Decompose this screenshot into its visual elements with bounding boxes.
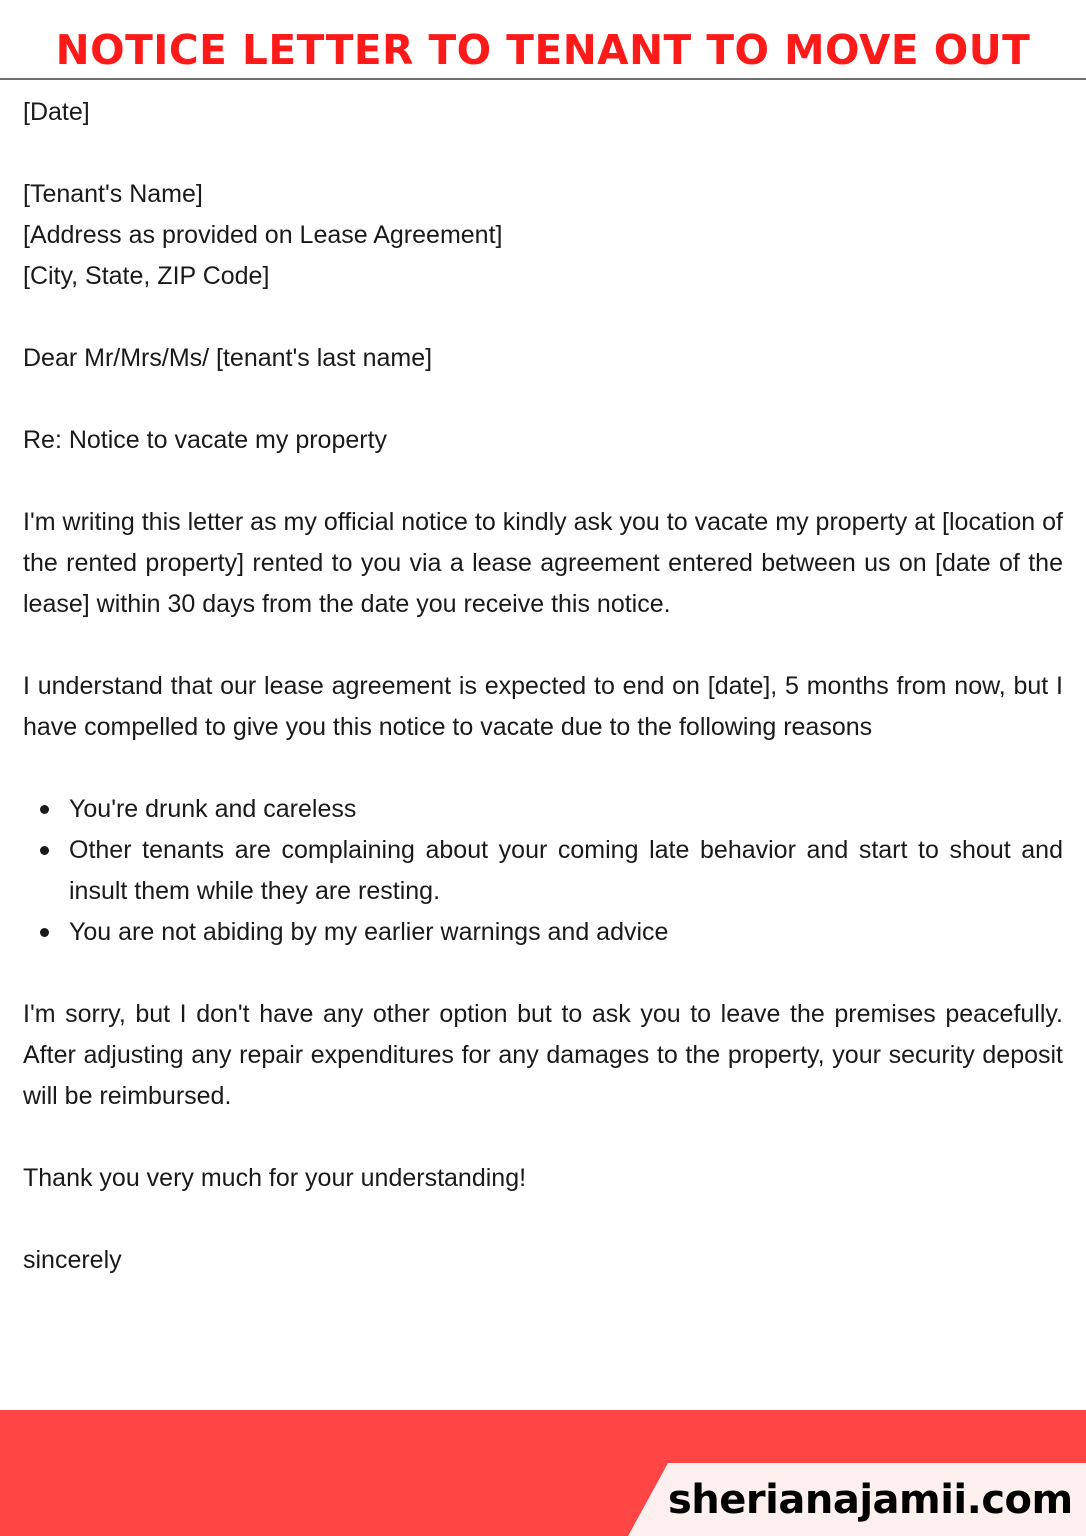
reason-item: You're drunk and careless — [23, 789, 1063, 830]
subject-line: Re: Notice to vacate my property — [23, 426, 388, 454]
signoff: sincerely — [23, 1246, 122, 1274]
reason-item: You are not abiding by my earlier warnings and advice — [23, 912, 1063, 953]
spacer — [23, 625, 1063, 666]
title-divider — [0, 78, 1086, 80]
letter-body — [23, 92, 1063, 1281]
spacer — [23, 1117, 1063, 1158]
recipient-city-state-zip: [City, State, ZIP Code] — [23, 262, 270, 290]
spacer — [23, 748, 1063, 789]
spacer — [23, 953, 1063, 994]
paragraph-reasons-intro: I understand that our lease agreement is expected to end on [date], 5 months from now, but I have compelled to give you this notice to vacate due to the following reasons — [23, 672, 1063, 741]
reason-item: Other tenants are complaining about your coming late behavior and start to shout and insult them while they are resting. — [23, 830, 1063, 912]
thanks-line: Thank you very much for your understanding! — [23, 1164, 527, 1192]
paragraph-notice: I'm writing this letter as my official notice to kindly ask you to vacate my property at [location of the rented property] rented to you via a lease agreement entered between us on [date of the lease] within 30 days from the date you receive this notice. — [23, 508, 1063, 618]
spacer — [23, 297, 1063, 338]
salutation: Dear Mr/Mrs/Ms/ [tenant's last name] — [23, 344, 433, 372]
spacer — [23, 461, 1063, 502]
page-title: NOTICE LETTER TO TENANT TO MOVE OUT — [55, 26, 1031, 74]
recipient-address: [Address as provided on Lease Agreement] — [23, 221, 503, 249]
reasons-list — [23, 789, 1063, 953]
letter-date: [Date] — [23, 98, 90, 126]
spacer — [23, 379, 1063, 420]
paragraph-closing: I'm sorry, but I don't have any other option but to ask you to leave the premises peacefully. After adjusting any repair expenditures for any damages to the property, your security deposit will be reimbursed. — [23, 1000, 1063, 1110]
spacer — [23, 1199, 1063, 1240]
recipient-name: [Tenant's Name] — [23, 180, 203, 208]
spacer — [23, 133, 1063, 174]
footer-brand-link[interactable]: sherianajamii.com — [668, 1477, 1073, 1523]
